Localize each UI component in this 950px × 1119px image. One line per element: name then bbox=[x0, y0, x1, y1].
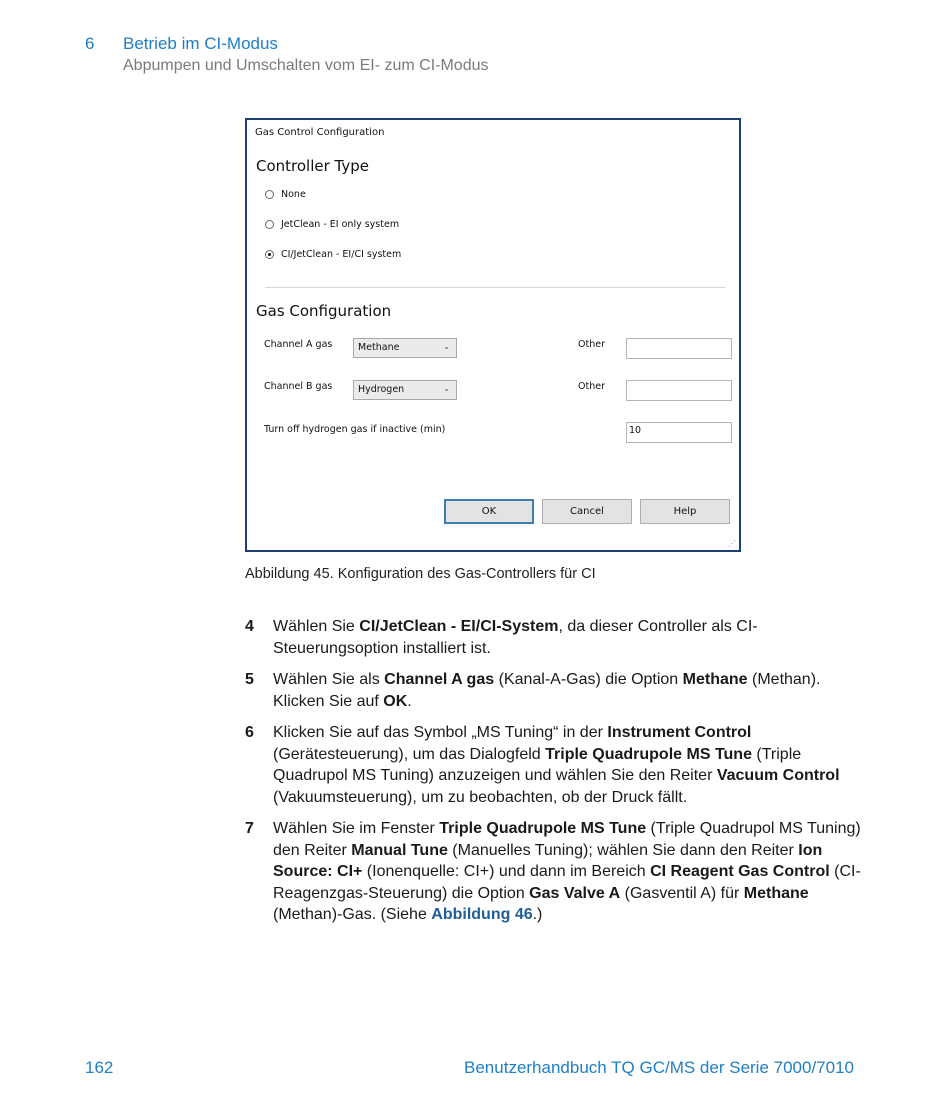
channel-b-value: Hydrogen bbox=[358, 384, 405, 395]
figure-link[interactable]: Abbildung 46 bbox=[431, 906, 533, 923]
other-b-label: Other bbox=[578, 381, 605, 392]
radio-none-label: None bbox=[281, 188, 306, 200]
footer-title: Benutzerhandbuch TQ GC/MS der Serie 7000/7010 bbox=[464, 1058, 854, 1077]
ok-button[interactable]: OK bbox=[444, 499, 534, 524]
step-text: Wählen Sie als Channel A gas (Kanal-A-Gas) die Option Methane (Methan). Klicken Sie auf OK. bbox=[273, 671, 821, 710]
channel-b-select[interactable] bbox=[353, 380, 457, 400]
resize-grip-icon[interactable]: ⋰ bbox=[728, 539, 736, 548]
radio-jetclean-ei-label: JetClean - EI only system bbox=[281, 218, 400, 230]
channel-b-label: Channel B gas bbox=[264, 381, 333, 392]
gas-configuration-heading: Gas Configuration bbox=[256, 302, 392, 320]
chevron-down-icon: ⌄ bbox=[443, 342, 450, 351]
step-6 bbox=[245, 722, 865, 808]
step-text: Klicken Sie auf das Symbol „MS Tuning“ in der Instrument Control (Gerätesteuerung), um das Dialogfeld Triple Quadrupole MS Tune (Triple Quadrupol MS Tuning) anzuzeigen und wählen Sie den Reiter Vacuum Control (Vakuumsteuerung), um zu beobachten, ob der Druck fällt. bbox=[273, 724, 840, 806]
cancel-button[interactable]: Cancel bbox=[542, 499, 632, 524]
channel-a-select[interactable] bbox=[353, 338, 457, 358]
radio-jetclean-ei[interactable] bbox=[265, 217, 399, 231]
radio-jetclean-ei-icon[interactable] bbox=[265, 220, 274, 229]
turnoff-input[interactable]: 10 bbox=[626, 422, 732, 443]
step-text: Wählen Sie CI/JetClean - EI/CI-System, da dieser Controller als CI-Steuerungsoption installiert ist. bbox=[273, 618, 758, 657]
figure-caption: Abbildung 45. Konfiguration des Gas-Controllers für CI bbox=[245, 566, 596, 582]
section-title: Abpumpen und Umschalten vom EI- zum CI-Modus bbox=[123, 57, 489, 74]
radio-ci-jetclean-icon[interactable] bbox=[265, 250, 274, 259]
radio-ci-jetclean[interactable] bbox=[265, 247, 401, 261]
dialog-title: Gas Control Configuration bbox=[255, 127, 385, 138]
step-7 bbox=[245, 818, 865, 926]
gas-control-dialog bbox=[245, 118, 741, 552]
step-5 bbox=[245, 669, 865, 712]
radio-ci-jetclean-label: CI/JetClean - EI/CI system bbox=[281, 248, 402, 260]
divider bbox=[265, 287, 725, 288]
step-number: 7 bbox=[245, 820, 254, 837]
radio-none-icon[interactable] bbox=[265, 190, 274, 199]
other-a-input[interactable] bbox=[626, 338, 732, 359]
chevron-down-icon: ⌄ bbox=[443, 384, 450, 393]
other-a-label: Other bbox=[578, 339, 605, 350]
step-text: Wählen Sie im Fenster Triple Quadrupole MS Tune (Triple Quadrupol MS Tuning) den Reiter Manual Tune (Manuelles Tuning); wählen Sie dann den Reiter Ion Source: CI+ (Ionenquelle: CI+) und dann im Bereich CI Reagent Gas Control (CI-Reagenzgas-Steuerung) die Option Gas Valve A (Gasventil A) für Methane (Methan)-Gas. (Siehe Abbildung 46.) bbox=[273, 820, 861, 923]
step-number: 4 bbox=[245, 618, 254, 635]
step-4 bbox=[245, 616, 865, 659]
other-b-input[interactable] bbox=[626, 380, 732, 401]
step-number: 5 bbox=[245, 671, 254, 688]
help-button[interactable]: Help bbox=[640, 499, 730, 524]
page-number: 162 bbox=[85, 1058, 114, 1077]
chapter-number: 6 bbox=[85, 34, 95, 53]
controller-type-heading: Controller Type bbox=[256, 157, 370, 175]
radio-none[interactable] bbox=[265, 187, 306, 201]
channel-a-value: Methane bbox=[358, 342, 400, 353]
chapter-title: Betrieb im CI-Modus bbox=[123, 34, 278, 53]
step-number: 6 bbox=[245, 724, 254, 741]
turnoff-label: Turn off hydrogen gas if inactive (min) bbox=[264, 424, 446, 435]
channel-a-label: Channel A gas bbox=[264, 339, 333, 350]
